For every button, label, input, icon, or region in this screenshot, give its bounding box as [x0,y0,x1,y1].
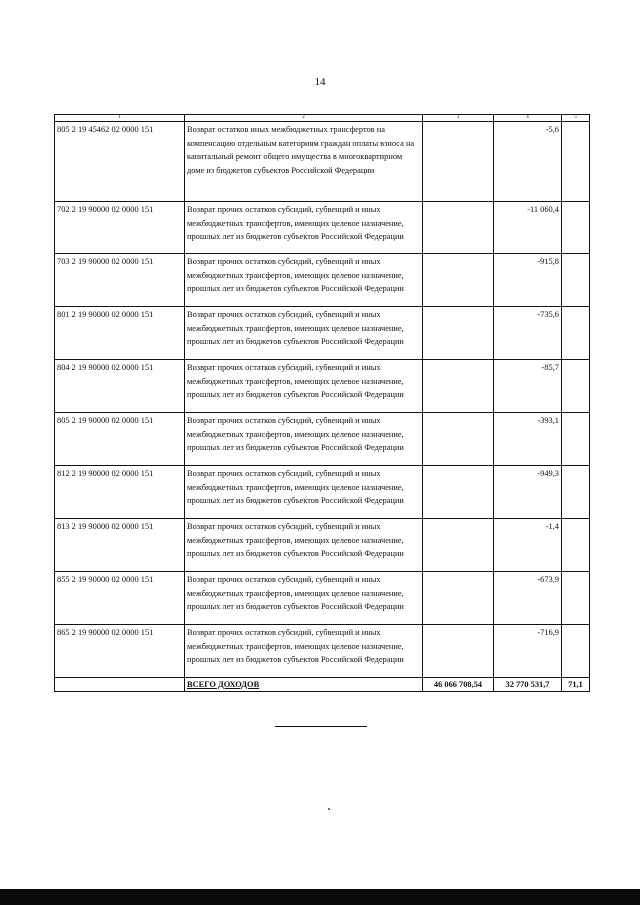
planned-amount [423,122,494,202]
execution-percent [562,122,590,202]
total-label: ВСЕГО ДОХОДОВ [185,678,423,692]
actual-amount: -673,9 [494,572,562,625]
scan-speck [328,808,330,810]
revenue-table [54,114,590,692]
actual-amount: -85,7 [494,360,562,413]
column-number: 2 [185,115,423,122]
execution-percent [562,307,590,360]
budget-code: 855 2 19 90000 02 0000 151 [55,572,185,625]
execution-percent [562,360,590,413]
revenue-description: Возврат прочих остатков субсидий, субвенций и иных межбюджетных трансфертов, имеющих целевое назначение, прошлых лет из бюджетов субъектов Российской Федерации [185,519,423,572]
table-row [55,625,590,678]
column-number: 3 [423,115,494,122]
revenue-description: Возврат прочих остатков субсидий, субвенций и иных межбюджетных трансфертов, имеющих целевое назначение, прошлых лет из бюджетов субъектов Российской Федерации [185,466,423,519]
execution-percent [562,202,590,254]
table-row [55,466,590,519]
table-row [55,360,590,413]
revenue-description: Возврат прочих остатков субсидий, субвенций и иных межбюджетных трансфертов, имеющих целевое назначение, прошлых лет из бюджетов субъектов Российской Федерации [185,413,423,466]
table-row [55,307,590,360]
revenue-description: Возврат прочих остатков субсидий, субвенций и иных межбюджетных трансфертов, имеющих целевое назначение, прошлых лет из бюджетов субъектов Российской Федерации [185,360,423,413]
budget-code: 805 2 19 45462 02 0000 151 [55,122,185,202]
actual-amount: -915,8 [494,254,562,307]
scan-bottom-border [0,889,640,905]
page-number: 14 [314,76,326,88]
budget-code: 703 2 19 90000 02 0000 151 [55,254,185,307]
actual-amount: -1,4 [494,519,562,572]
revenue-description: Возврат остатков иных межбюджетных трансфертов на компенсацию отдельным категориям граждан оплаты взноса на капитальный ремонт общего имущества в многоквартирном доме из бюджетов субъектов Российской Федерации [185,122,423,202]
total-code-cell [55,678,185,692]
planned-amount [423,466,494,519]
table-row [55,202,590,254]
execution-percent [562,625,590,678]
execution-percent [562,572,590,625]
budget-code: 702 2 19 90000 02 0000 151 [55,202,185,254]
table-row [55,254,590,307]
total-actual-amount: 32 770 531,7 [494,678,562,692]
budget-code: 812 2 19 90000 02 0000 151 [55,466,185,519]
budget-code: 813 2 19 90000 02 0000 151 [55,519,185,572]
column-number: 4 [494,115,562,122]
table-row [55,519,590,572]
execution-percent [562,413,590,466]
execution-percent [562,254,590,307]
revenue-description: Возврат прочих остатков субсидий, субвенций и иных межбюджетных трансфертов, имеющих целевое назначение, прошлых лет из бюджетов субъектов Российской Федерации [185,572,423,625]
total-row [55,678,590,692]
table-row [55,122,590,202]
column-number-row [55,115,590,122]
actual-amount: -5,6 [494,122,562,202]
table-row [55,572,590,625]
planned-amount [423,572,494,625]
actual-amount: -11 060,4 [494,202,562,254]
actual-amount: -716,9 [494,625,562,678]
actual-amount: -393,1 [494,413,562,466]
actual-amount: -949,3 [494,466,562,519]
planned-amount [423,625,494,678]
planned-amount [423,307,494,360]
budget-code: 801 2 19 90000 02 0000 151 [55,307,185,360]
column-number: 1 [55,115,185,122]
column-number: 5 [562,115,590,122]
budget-code: 804 2 19 90000 02 0000 151 [55,360,185,413]
revenue-description: Возврат прочих остатков субсидий, субвенций и иных межбюджетных трансфертов, имеющих целевое назначение, прошлых лет из бюджетов субъектов Российской Федерации [185,202,423,254]
execution-percent [562,466,590,519]
budget-code: 865 2 19 90000 02 0000 151 [55,625,185,678]
revenue-description: Возврат прочих остатков субсидий, субвенций и иных межбюджетных трансфертов, имеющих целевое назначение, прошлых лет из бюджетов субъектов Российской Федерации [185,625,423,678]
planned-amount [423,254,494,307]
planned-amount [423,360,494,413]
revenue-description: Возврат прочих остатков субсидий, субвенций и иных межбюджетных трансфертов, имеющих целевое назначение, прошлых лет из бюджетов субъектов Российской Федерации [185,254,423,307]
signature-rule [275,726,367,727]
planned-amount [423,202,494,254]
total-execution-percent: 71,1 [562,678,590,692]
actual-amount: -735,6 [494,307,562,360]
execution-percent [562,519,590,572]
planned-amount [423,413,494,466]
total-planned-amount: 46 066 708,54 [423,678,494,692]
table-row [55,413,590,466]
revenue-description: Возврат прочих остатков субсидий, субвенций и иных межбюджетных трансфертов, имеющих целевое назначение, прошлых лет из бюджетов субъектов Российской Федерации [185,307,423,360]
budget-code: 805 2 19 90000 02 0000 151 [55,413,185,466]
planned-amount [423,519,494,572]
